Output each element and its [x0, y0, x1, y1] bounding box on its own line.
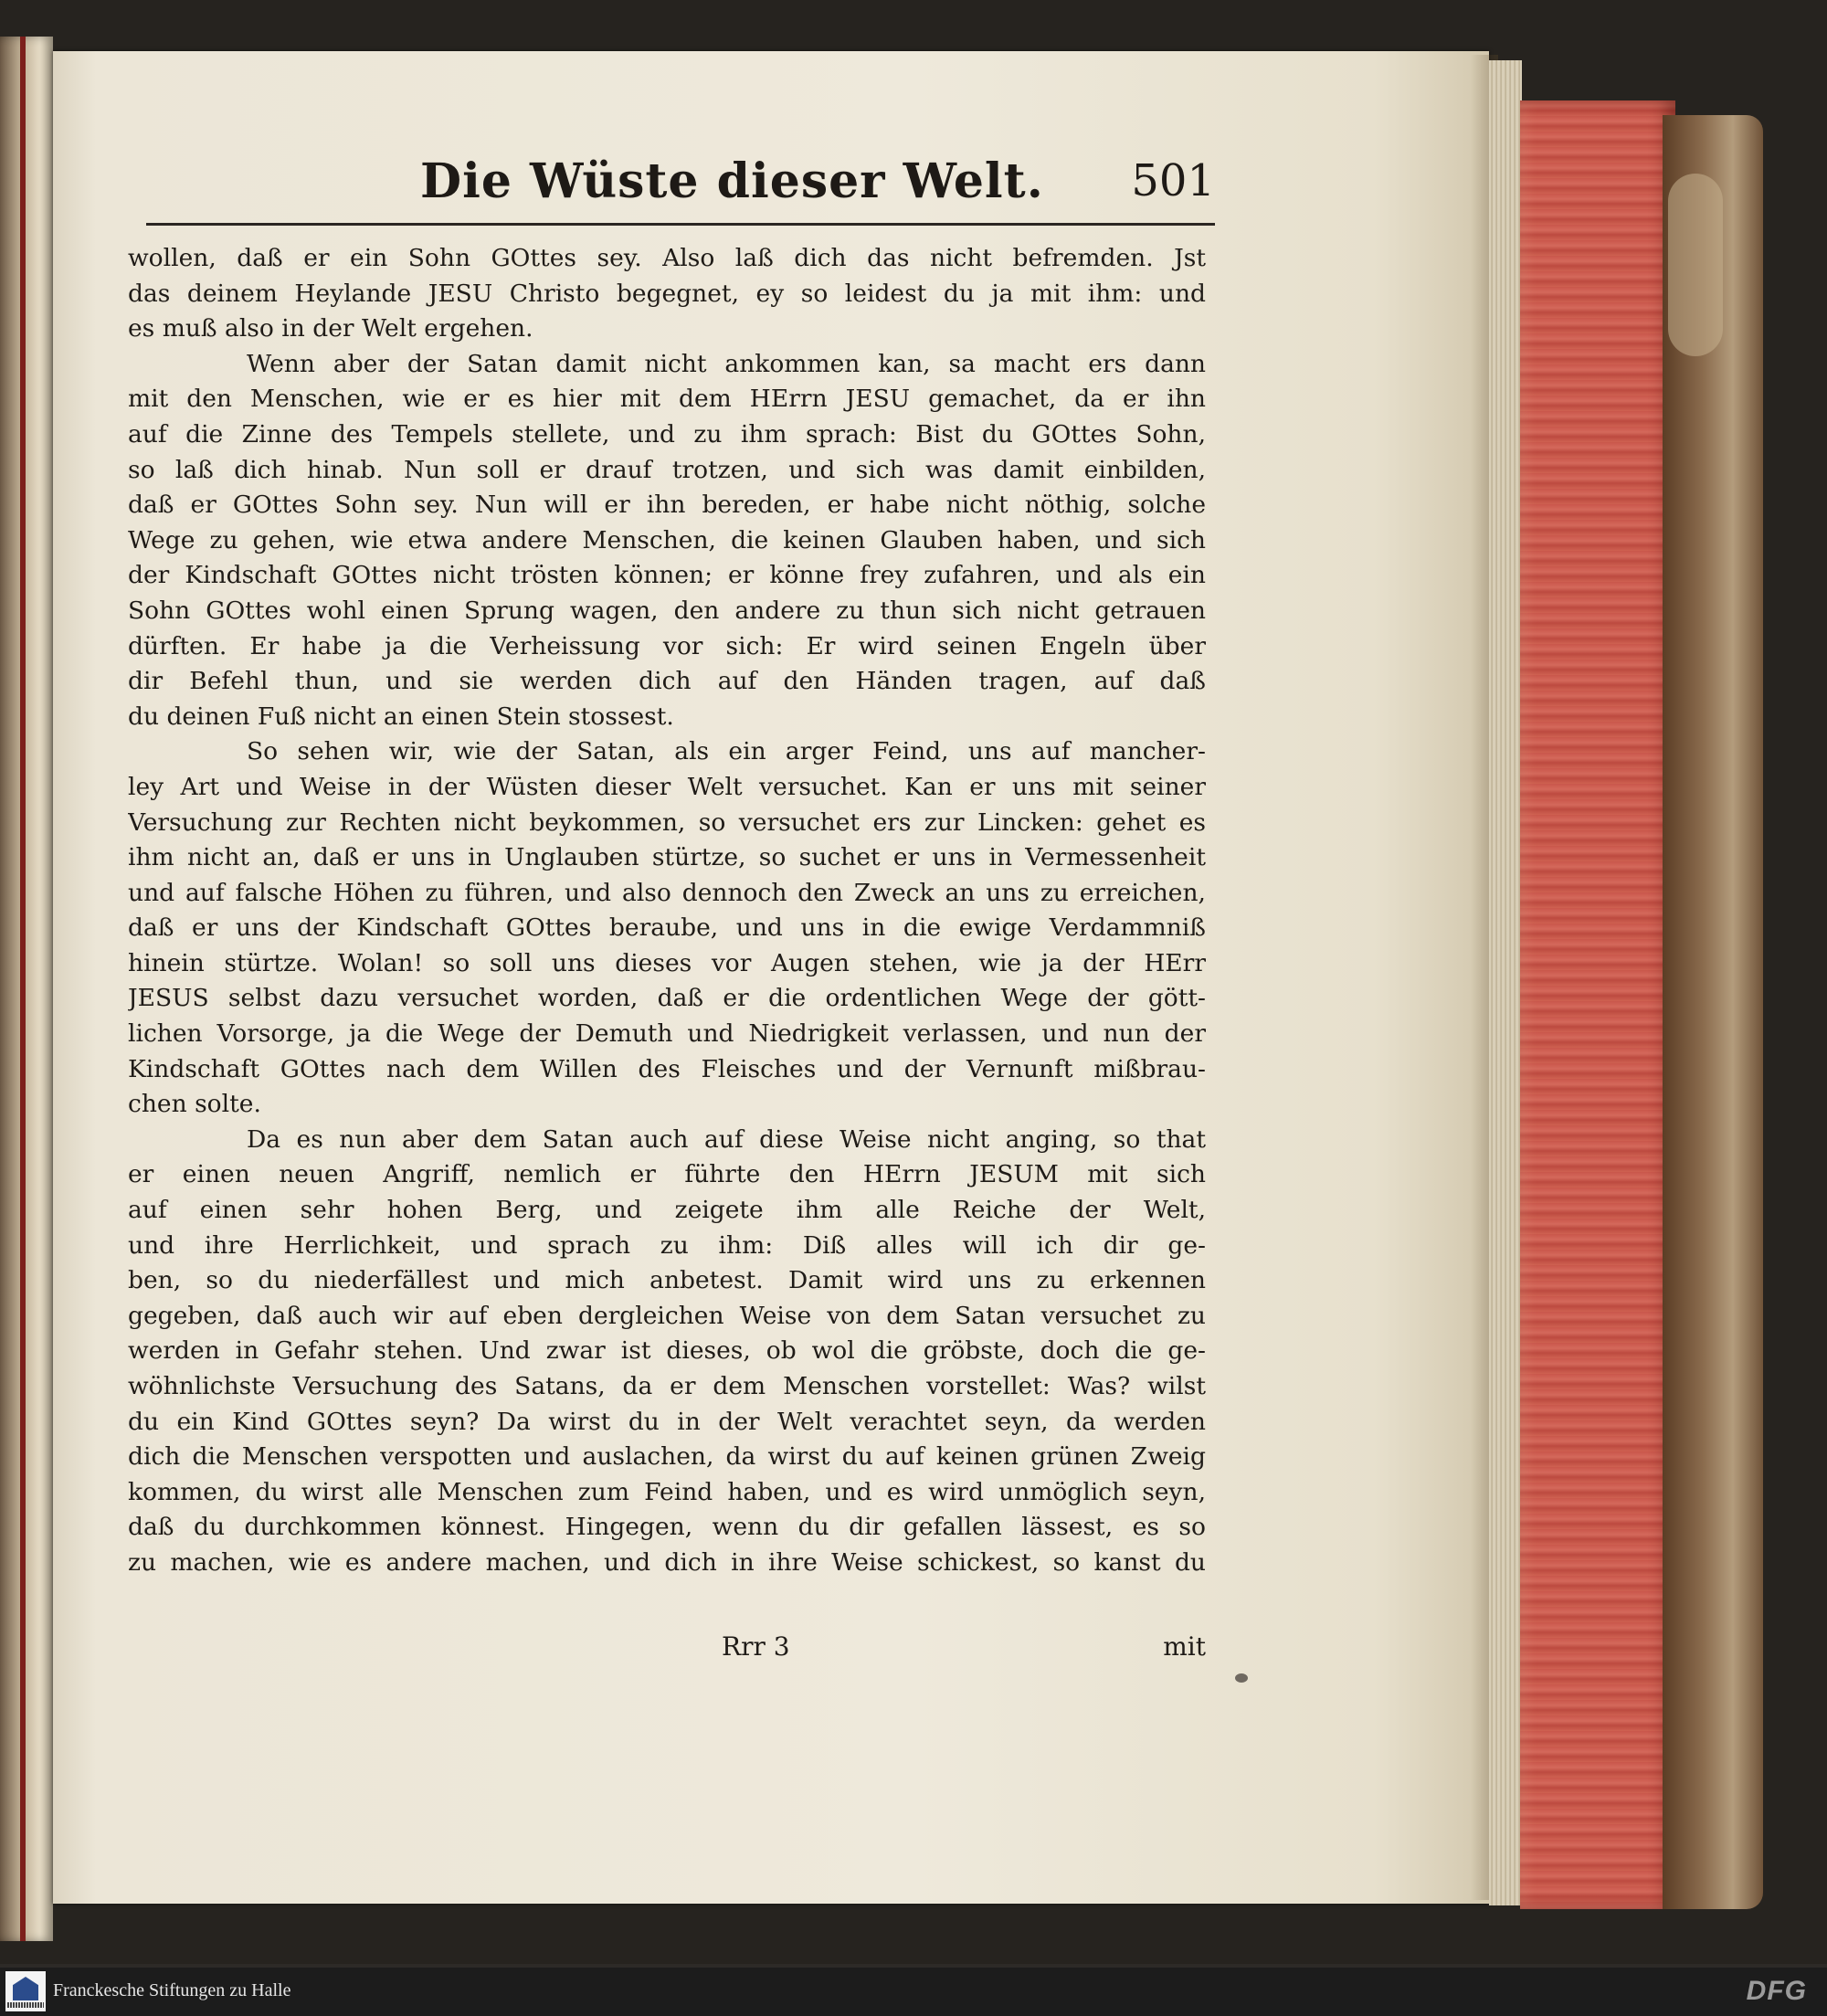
text-line: chen solte.	[128, 1090, 261, 1119]
text-line: ben, so du niederfällest und mich anbetest. Damit wird uns zu erkennen	[128, 1266, 1206, 1295]
book-cover-board	[1663, 115, 1763, 1909]
text-line: kommen, du wirst alle Menschen zum Feind haben, und es wird unmöglich seyn,	[128, 1477, 1206, 1506]
red-page-edge	[1520, 100, 1675, 1909]
viewer-footer-bar	[0, 1968, 1827, 2016]
text-line: wollen, daß er ein Sohn GOttes sey. Also laß dich das nicht befremden. Jst	[128, 244, 1206, 272]
text-line: das deinem Heylande JESU Christo begegnet, ey so leidest du ja mit ihm: und	[128, 279, 1206, 308]
text-line: Da es nun aber dem Satan auch auf diese Weise nicht anging, so that	[247, 1124, 1206, 1154]
text-line: und ihre Herrlichkeit, und sprach zu ihm: Diß alles will ich dir ge-	[128, 1230, 1206, 1260]
text-line: und auf falsche Höhen zu führen, und also dennoch den Zweck an uns zu erreichen,	[128, 878, 1206, 907]
text-line: du deinen Fuß nicht an einen Stein stossest.	[128, 702, 674, 731]
running-head	[146, 153, 1215, 227]
logo-caption	[7, 2002, 44, 2008]
text-line: du ein Kind GOttes seyn? Da wirst du in der Welt verachtet seyn, da werden	[128, 1407, 1206, 1436]
text-line: auf einen sehr hohen Berg, und zeigete ihm alle Reiche der Welt,	[128, 1196, 1206, 1225]
text-line: zu machen, wie es andere machen, und dich in ihre Weise schickest, so kanst du	[128, 1547, 1206, 1577]
cover-wear-spot	[1668, 174, 1723, 356]
institution-name[interactable]: Franckesche Stiftungen zu Halle	[53, 1980, 291, 2000]
text-line: auf die Zinne des Tempels stellete, und zu ihm sprach: Bist du GOttes Sohn,	[128, 419, 1206, 449]
text-line: dürften. Er habe ja die Verheissung vor sich: Er wird seinen Engeln über	[128, 631, 1206, 660]
text-line: werden in Gefahr stehen. Und zwar ist dieses, ob wol die gröbste, doch die ge-	[128, 1336, 1206, 1366]
head-rule	[146, 223, 1215, 226]
text-line: daß du durchkommen könnest. Hingegen, wenn du dir gefallen lässest, es so	[128, 1513, 1206, 1542]
left-page-edge	[0, 37, 53, 1941]
text-line: daß er uns der Kindschaft GOttes beraube, und uns in die ewige Verdammniß	[128, 913, 1206, 943]
running-title: Die Wüste dieser Welt.	[420, 153, 1044, 209]
institution-logo[interactable]	[5, 1971, 46, 2011]
text-line: hinein stürtze. Wolan! so soll uns dieses vor Augen stehen, wie ja der HErr	[128, 948, 1206, 977]
page-edges	[1489, 60, 1522, 1905]
building-icon	[13, 1977, 38, 2000]
left-page-binding	[20, 37, 26, 1941]
text-line: Kindschaft GOttes nach dem Willen des Fleisches und der Vernunft mißbrau-	[128, 1054, 1206, 1083]
page-footer	[128, 1631, 1206, 1672]
text-line: es muß also in der Welt ergehen.	[128, 314, 533, 343]
text-line: mit den Menschen, wie er es hier mit dem HErrn JESU gemachet, da er ihn	[128, 385, 1206, 414]
signature-mark: Rrr 3	[722, 1631, 790, 1662]
text-line: JESUS selbst dazu versuchet worden, daß er die ordentlichen Wege der gött-	[128, 984, 1206, 1013]
text-line: dich die Menschen verspotten und auslachen, da wirst du auf keinen grünen Zweig	[128, 1442, 1206, 1472]
text-line: er einen neuen Angriff, nemlich er führte den HErrn JESUM mit sich	[128, 1160, 1206, 1189]
text-line: Versuchung zur Rechten nicht beykommen, so versuchet ers zur Lincken: gehet es	[128, 807, 1206, 837]
text-line: so laß dich hinab. Nun soll er drauf trotzen, und sich was damit einbilden,	[128, 455, 1206, 484]
text-line: ley Art und Weise in der Wüsten dieser Welt versuchet. Kan er uns mit seiner	[128, 772, 1206, 801]
text-line: dir Befehl thun, und sie werden dich auf den Händen tragen, auf daß	[128, 667, 1206, 696]
text-line: wöhnlichste Versuchung des Satans, da er dem Menschen vorstellet: Was? wilst	[128, 1372, 1206, 1400]
body-text	[128, 241, 1206, 1581]
text-line: daß er GOttes Sohn sey. Nun will er ihn bereden, er habe nicht nöthig, solche	[128, 491, 1206, 520]
dfg-logo[interactable]: DFG	[1746, 1976, 1807, 2006]
ink-smudge	[1235, 1673, 1248, 1683]
catchword: mit	[1163, 1631, 1206, 1662]
page-number: 501	[1131, 155, 1215, 206]
text-line: ihm nicht an, daß er uns in Unglauben stürtze, so suchet er uns in Vermessenheit	[128, 843, 1206, 872]
text-line: lichen Vorsorge, ja die Wege der Demuth und Niedrigkeit verlassen, und nun der	[128, 1019, 1206, 1049]
text-line: Wege zu gehen, wie etwa andere Menschen, die keinen Glauben haben, und sich	[128, 525, 1206, 554]
text-line: Wenn aber der Satan damit nicht ankommen kan, sa macht ers dann	[247, 349, 1206, 378]
text-line: der Kindschaft GOttes nicht trösten können; er könne frey zufahren, und als ein	[128, 561, 1206, 590]
text-line: Sohn GOttes wohl einen Sprung wagen, den andere zu thun sich nicht getrauen	[128, 596, 1206, 625]
text-line: gegeben, daß auch wir auf eben dergleichen Weise von dem Satan versuchet zu	[128, 1301, 1206, 1330]
text-line: So sehen wir, wie der Satan, als ein arger Feind, uns auf mancher-	[247, 737, 1206, 766]
